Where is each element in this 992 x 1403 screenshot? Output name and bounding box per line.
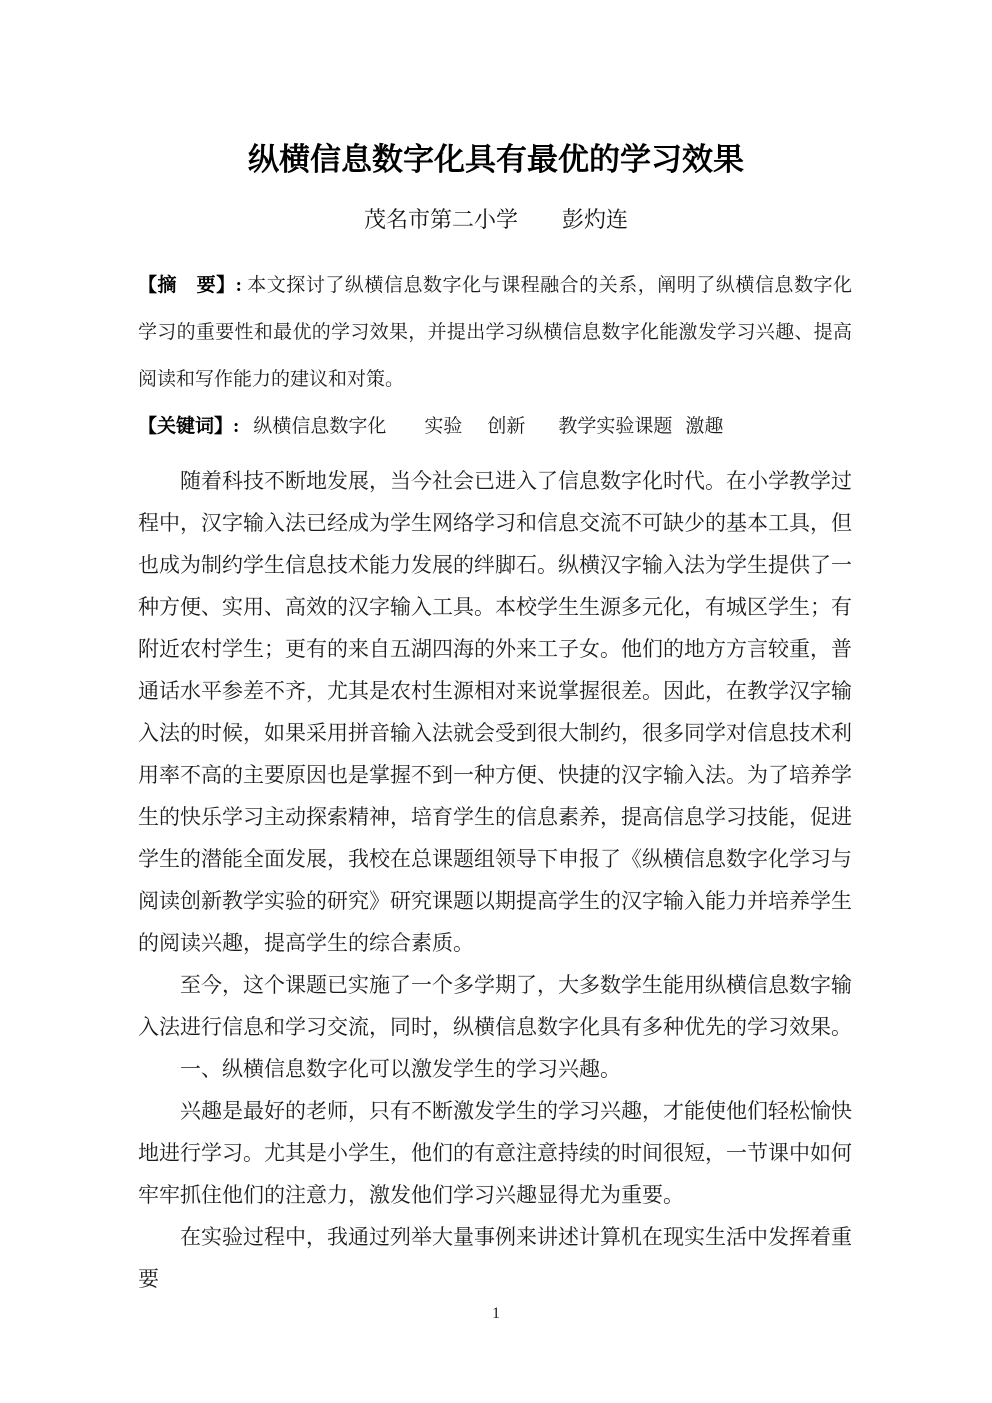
body-paragraph: 在实验过程中，我通过列举大量事例来讲述计算机在现实生活中发挥着重要: [138, 1224, 852, 1291]
school-name: 茂名市第二小学: [363, 206, 518, 232]
section-heading: 一、纵横信息数字化可以激发学生的学习兴趣。: [180, 1056, 621, 1081]
body-paragraph: 兴趣是最好的老师，只有不断激发学生的学习兴趣，才能使他们轻松愉快地进行学习。尤其是小学生，他们的有意注意持续的时间很短，一节课中如何牢牢抓住他们的注意力，激发他们学习兴趣显得尤为重要。: [138, 1098, 852, 1207]
abstract-paragraph: [138, 262, 852, 403]
abstract-text: 本文探讨了纵横信息数字化与课程融合的关系，阐明了纵横信息数字化学习的重要性和最优的学习效果，并提出学习纵横信息数字化能激发学习兴趣、提高阅读和写作能力的建议和对策。: [138, 274, 853, 390]
author-name: 彭灼连: [562, 206, 629, 232]
keywords-row: [138, 403, 852, 450]
keyword-item: 激趣: [685, 415, 724, 437]
page-number: 1: [492, 1305, 500, 1322]
body-paragraph: 至今，这个课题已实施了一个多学期了，大多数学生能用纵横信息数字输入法进行信息和学习交流，同时，纵横信息数字化具有多种优先的学习效果。: [138, 972, 852, 1039]
keywords-label: 【关键词】:: [138, 415, 240, 437]
keyword-item: 实验: [424, 415, 463, 437]
document-body: [138, 460, 852, 1300]
abstract-label: 【摘 要】:: [138, 274, 242, 296]
keyword-item: 教学实验课题: [558, 415, 673, 437]
body-paragraph: 随着科技不断地发展，当今社会已进入了信息数字化时代。在小学教学过程中，汉字输入法已经成为学生网络学习和信息交流不可缺少的基本工具，但也成为制约学生信息技术能力发展的绊脚石。纵横汉字输入法为学生提供了一种方便、实用、高效的汉字输入工具。本校学生生源多元化，有城区学生；有附近农村学生；更有的来自五湖四海的外来工子女。他们的地方方言较重，普通话水平参差不齐，尤其是农村生源相对来说掌握很差。因此，在教学汉字输入法的时候，如果采用拼音输入法就会受到很大制约，很多同学对信息技术利用率不高的主要原因也是掌握不到一种方便、快捷的汉字输入法。为了培养学生的快乐学习主动探索精神，培育学生的信息素养，提高信息学习技能，促进学生的潜能全面发展，我校在总课题组领导下申报了《纵横信息数字化学习与阅读创新教学实验的研究》研究课题以期提高学生的汉字输入能力并培养学生的阅读兴趣，提高学生的综合素质。: [138, 468, 852, 955]
keyword-item: 创新: [487, 415, 526, 437]
byline: [0, 204, 992, 236]
keyword-item: 纵横信息数字化: [253, 415, 387, 437]
document-title: 纵横信息数字化具有最优的学习效果: [248, 141, 744, 177]
